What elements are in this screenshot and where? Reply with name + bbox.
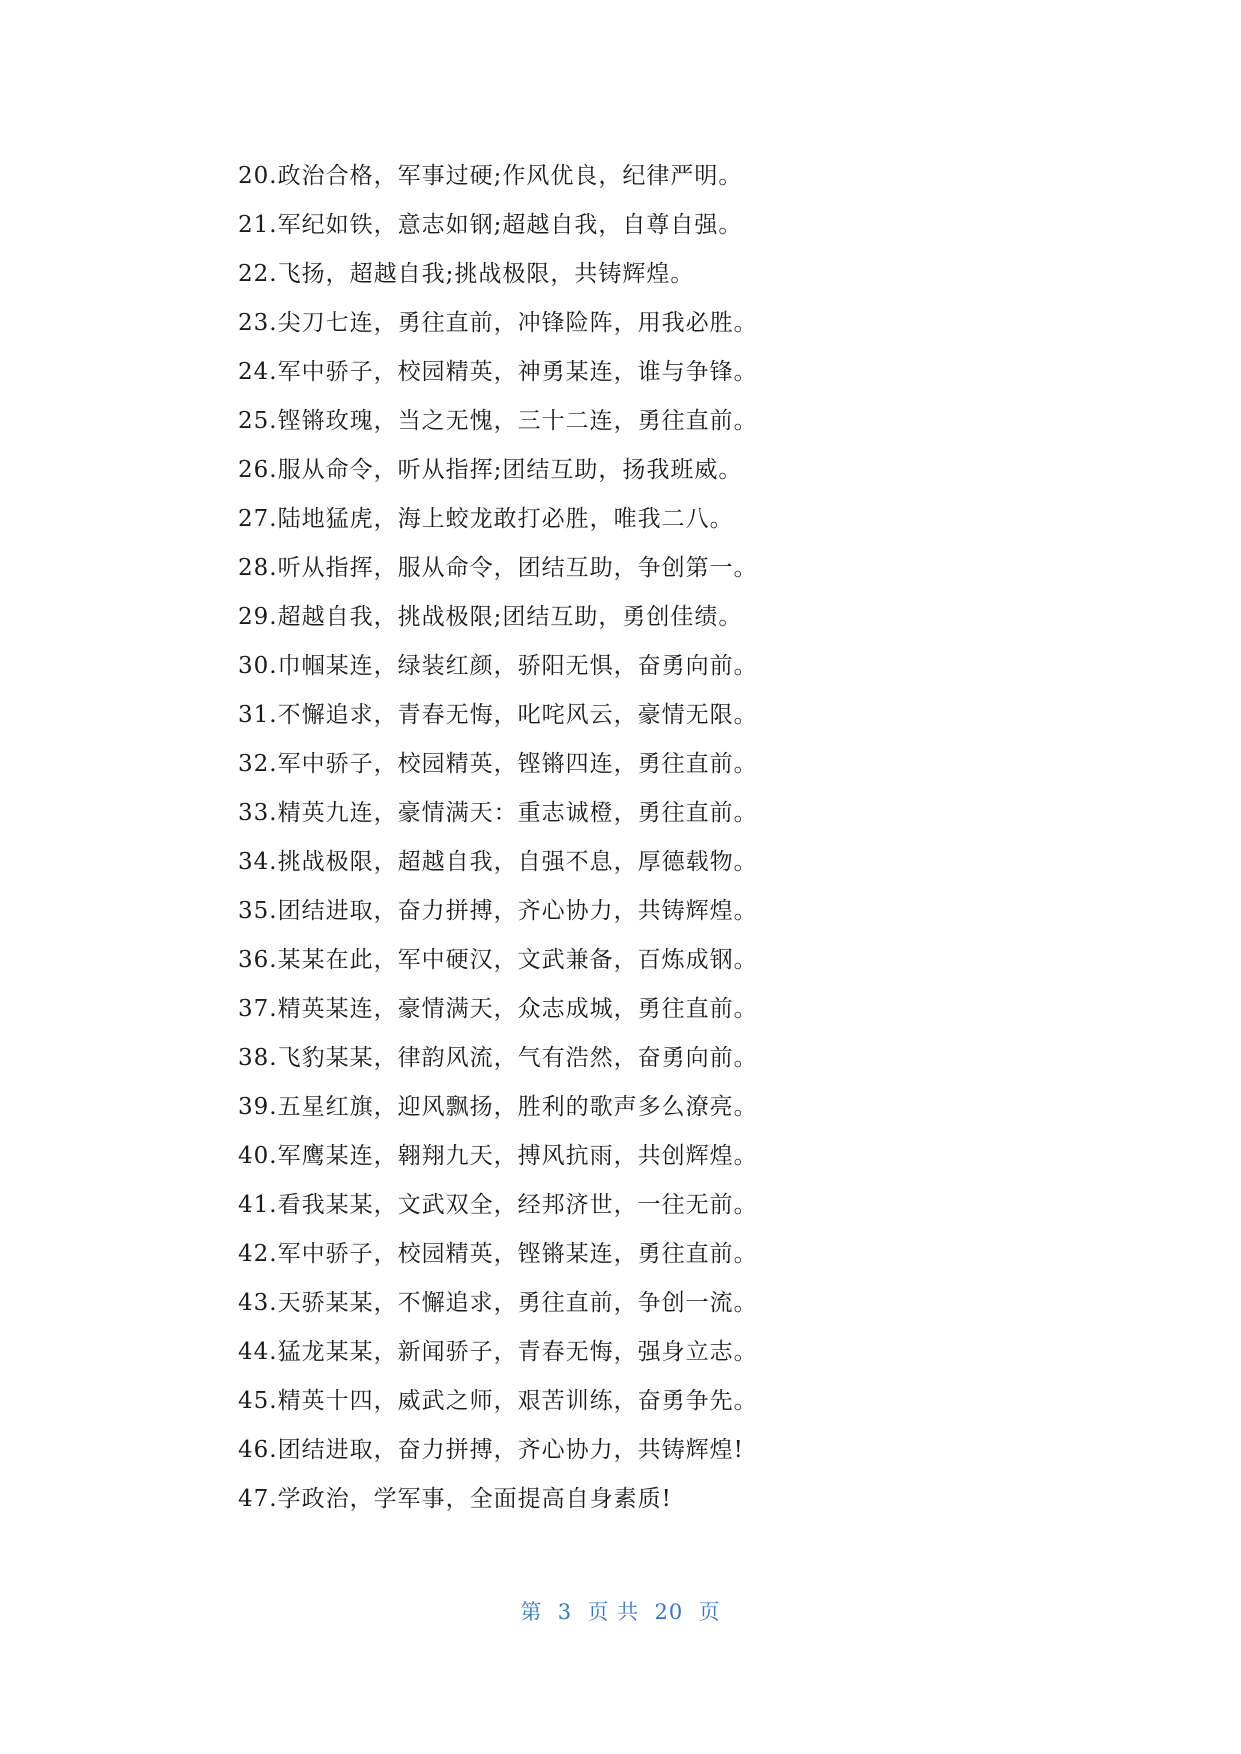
slogan-line: 36.某某在此，军中硬汉，文武兼备，百炼成钢。 (238, 947, 758, 973)
slogan-line: 20.政治合格，军事过硬;作风优良，纪律严明。 (238, 163, 743, 189)
slogan-line: 33.精英九连，豪情满天：重志诚橙，勇往直前。 (238, 800, 758, 826)
slogan-line: 34.挑战极限，超越自我，自强不息，厚德载物。 (238, 849, 758, 875)
slogan-line: 32.军中骄子，校园精英，铿锵四连，勇往直前。 (238, 751, 758, 777)
slogan-line: 37.精英某连，豪情满天，众志成城，勇往直前。 (238, 996, 758, 1022)
slogan-line: 24.军中骄子，校园精英，神勇某连，谁与争锋。 (238, 359, 758, 385)
slogan-line: 22.飞扬，超越自我;挑战极限，共铸辉煌。 (238, 261, 695, 287)
slogan-line: 30.巾帼某连，绿装红颜，骄阳无惧，奋勇向前。 (238, 653, 758, 679)
slogan-line: 45.精英十四，威武之师，艰苦训练，奋勇争先。 (238, 1388, 758, 1414)
slogan-line: 26.服从命令，听从指挥;团结互助，扬我班威。 (238, 457, 743, 483)
slogan-line: 46.团结进取，奋力拼搏，齐心协力，共铸辉煌! (238, 1437, 744, 1463)
slogan-line: 35.团结进取，奋力拼搏，齐心协力，共铸辉煌。 (238, 898, 758, 924)
slogan-line: 27.陆地猛虎，海上蛟龙敢打必胜，唯我二八。 (238, 506, 734, 532)
slogan-line: 23.尖刀七连，勇往直前，冲锋险阵，用我必胜。 (238, 310, 758, 336)
slogan-line: 47.学政治，学军事，全面提高自身素质! (238, 1486, 672, 1512)
slogan-line: 39.五星红旗，迎风飘扬，胜利的歌声多么潦亮。 (238, 1094, 758, 1120)
slogan-line: 28.听从指挥，服从命令，团结互助，争创第一。 (238, 555, 758, 581)
slogan-line: 38.飞豹某某，律韵风流，气有浩然，奋勇向前。 (238, 1045, 758, 1071)
slogan-line: 42.军中骄子，校园精英，铿锵某连，勇往直前。 (238, 1241, 758, 1267)
slogan-line: 29.超越自我，挑战极限;团结互助，勇创佳绩。 (238, 604, 743, 630)
slogan-line: 41.看我某某，文武双全，经邦济世，一往无前。 (238, 1192, 758, 1218)
page-number-footer: 第 3 页 共 20 页 (520, 1600, 721, 1624)
slogan-line: 25.铿锵玫瑰，当之无愧，三十二连，勇往直前。 (238, 408, 758, 434)
slogan-list (238, 152, 1038, 1524)
slogan-line: 21.军纪如铁，意志如钢;超越自我，自尊自强。 (238, 212, 743, 238)
slogan-line: 43.天骄某某，不懈追求，勇往直前，争创一流。 (238, 1290, 758, 1316)
slogan-line: 31.不懈追求，青春无悔，叱咤风云，豪情无限。 (238, 702, 758, 728)
slogan-line: 44.猛龙某某，新闻骄子，青春无悔，强身立志。 (238, 1339, 758, 1365)
slogan-line: 40.军鹰某连，翱翔九天，搏风抗雨，共创辉煌。 (238, 1143, 758, 1169)
